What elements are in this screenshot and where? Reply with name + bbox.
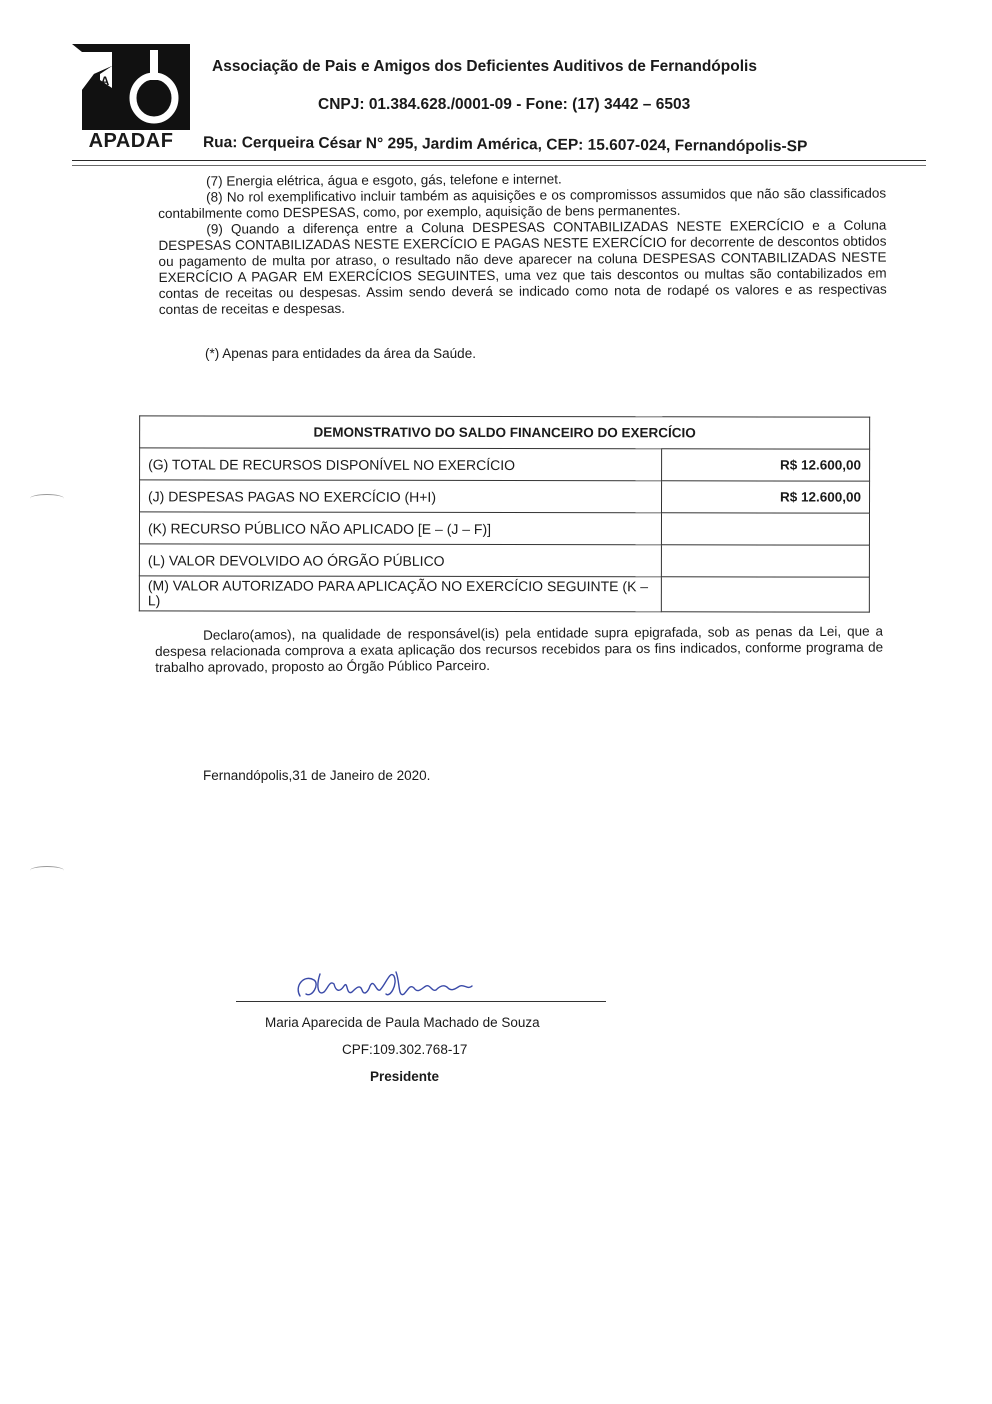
- svg-text:A: A: [100, 74, 110, 88]
- declaration: [155, 624, 883, 676]
- table-row: [139, 544, 869, 577]
- signature-line: [236, 1001, 606, 1002]
- row-label: (L) VALOR DEVOLVIDO AO ÓRGÃO PÚBLICO: [139, 544, 661, 577]
- row-label: (M) VALOR AUTORIZADO PARA APLICAÇÃO NO EXERCÍCIO SEGUINTE (K – L): [139, 576, 661, 612]
- address-line: Rua: Cerqueira César N° 295, Jardim América, CEP: 15.607-024, Fernandópolis-SP: [202, 134, 808, 156]
- row-value: [661, 577, 869, 612]
- row-value: R$ 12.600,00: [662, 449, 870, 481]
- row-value: [661, 545, 869, 577]
- header-divider: [72, 160, 926, 161]
- apadaf-logo: [72, 44, 190, 154]
- signer-name: Maria Aparecida de Paula Machado de Souza: [265, 1015, 540, 1030]
- logo-text: APADAF: [88, 130, 174, 152]
- note-asterisk: (*) Apenas para entidades da área da Saúde.: [205, 346, 476, 361]
- table-row: [140, 480, 870, 513]
- date-line: Fernandópolis,31 de Janeiro de 2020.: [203, 768, 431, 783]
- note-9: (9) Quando a diferença entre a Coluna DESPESAS CONTABILIZADAS NESTE EXERCÍCIO e a Coluna DESPESAS CONTABILIZADAS NESTE EXERCÍCIO E PAGAS NESTE EXERCÍCIO for decorrente de descontos obtidos ou pagamento de multa por atraso, o resultado não deve aparecer na coluna DESPESAS CONTABILIZADAS NESTE EXERCÍCIO A PAGAR EM EXERCÍCIOS SEGUINTES, uma vez que tais descontos ou multas são contabilizados em contas de receitas ou despesas. Assim sendo deverá se indicado como nota de rodapé os valores e as respectivas contas de receitas e despesas.: [158, 217, 887, 317]
- row-value: [661, 513, 869, 545]
- organization-name: Associação de Pais e Amigos dos Deficientes Auditivos de Fernandópolis: [212, 58, 757, 75]
- note-7: (7) Energia elétrica, água e esgoto, gás, telefone e internet.: [205, 171, 562, 189]
- logo-mark-icon: [72, 44, 190, 130]
- table-row: [139, 576, 869, 612]
- header-divider-secondary: [72, 165, 926, 166]
- table-row: [139, 512, 869, 545]
- handwritten-signature: [290, 962, 490, 1010]
- financial-balance-table: [139, 415, 870, 612]
- note-8: (8) No rol exemplificativo incluir também as aquisições e os compromissos assumidos que não são classificados contabilmente como DESPESAS, como, por exemplo, aquisição de bens permanentes.: [158, 185, 887, 221]
- row-label: (G) TOTAL DE RECURSOS DISPONÍVEL NO EXERCÍCIO: [140, 448, 662, 481]
- table-title: DEMONSTRATIVO DO SALDO FINANCEIRO DO EXERCÍCIO: [140, 416, 870, 449]
- row-label: (J) DESPESAS PAGAS NO EXERCÍCIO (H+I): [140, 480, 662, 513]
- table-row: [140, 448, 870, 481]
- declaration-text: Declaro(amos), na qualidade de responsável(is) pela entidade supra epigrafada, sob as penas da Lei, que a despesa relacionada comprova a exata aplicação dos recursos recebidos para os fins indicados, conforme programa de trabalho aprovado, proposto ao Órgão Público Parceiro.: [155, 623, 884, 675]
- cnpj-phone-line: CNPJ: 01.384.628./0001-09 - Fone: (17) 3442 – 6503: [318, 96, 691, 113]
- footnotes: [158, 170, 887, 318]
- scan-mark: [30, 866, 64, 875]
- row-label: (K) RECURSO PÚBLICO NÃO APLICADO [E – (J – F)]: [139, 512, 661, 545]
- signer-role: Presidente: [370, 1069, 440, 1084]
- row-value: R$ 12.600,00: [662, 481, 870, 513]
- signer-cpf: CPF:109.302.768-17: [342, 1042, 468, 1057]
- scan-mark: [30, 494, 64, 503]
